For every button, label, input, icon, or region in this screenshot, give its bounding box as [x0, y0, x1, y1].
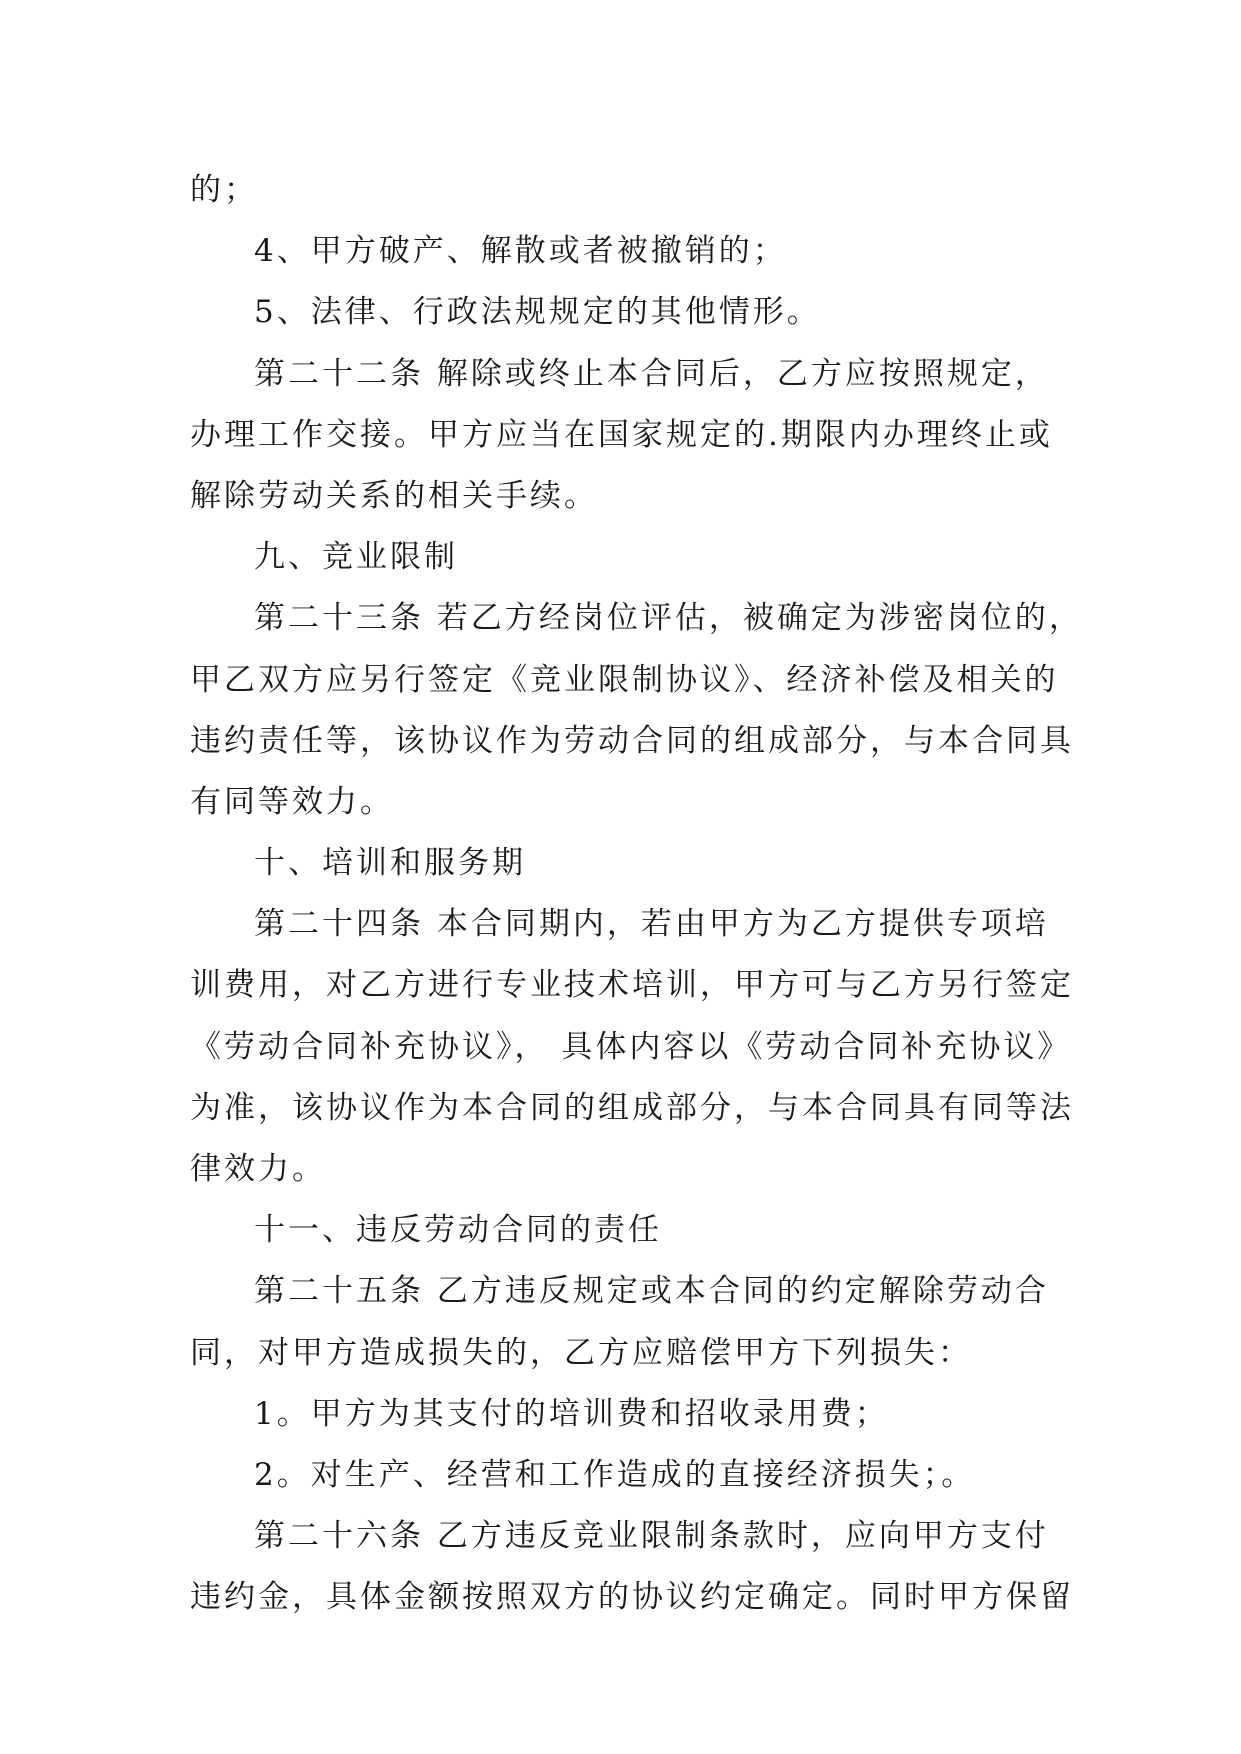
text-line: 第二十二条 解除或终止本合同后，乙方应按照规定， — [254, 355, 1049, 392]
text-line: 第二十六条 乙方违反竞业限制条款时，应向甲方支付 — [254, 1518, 1049, 1555]
text-line: 解除劳动关系的相关手续。 — [190, 477, 598, 514]
text-line: 律效力。 — [190, 1151, 326, 1187]
text-line: 十、培训和服务期 — [254, 845, 526, 882]
text-line: 同，对甲方造成损失的，乙方应赔偿甲方下列损失： — [190, 1334, 972, 1371]
text-line: 1。甲方为其支付的培训费和招收录用费； — [254, 1395, 889, 1432]
text-line: 有同等效力。 — [190, 783, 394, 820]
text-line: 5、法律、行政法规规定的其他情形。 — [254, 294, 821, 331]
text-line: 4、甲方破产、解散或者被撤销的； — [254, 233, 787, 270]
text-line: 2。对生产、经营和工作造成的直接经济损失；。 — [254, 1456, 976, 1493]
text-line: 第二十五条 乙方违反规定或本合同的约定解除劳动合 — [254, 1273, 1049, 1310]
text-line: 违约责任等，该协议作为劳动合同的组成部分，与本合同具 — [190, 722, 1074, 759]
text-line: 《劳动合同补充协议》， 具体内容以《劳动合同补充协议》 — [190, 1028, 1072, 1065]
text-line: 办理工作交接。甲方应当在国家规定的.期限内办理终止或 — [190, 416, 1053, 453]
text-line: 为准，该协议作为本合同的组成部分，与本合同具有同等法 — [190, 1089, 1074, 1126]
text-line: 的； — [190, 172, 258, 208]
text-line: 训费用，对乙方进行专业技术培训，甲方可与乙方另行签定 — [190, 967, 1074, 1004]
text-line: 九、竞业限制 — [254, 539, 458, 576]
text-line: 十一、违反劳动合同的责任 — [254, 1212, 662, 1249]
text-line: 第二十四条 本合同期内，若由甲方为乙方提供专项培 — [254, 906, 1049, 943]
text-line: 违约金，具体金额按照双方的协议约定确定。同时甲方保留 — [190, 1579, 1074, 1616]
text-line: 第二十三条 若乙方经岗位评估，被确定为涉密岗位的， — [254, 600, 1083, 637]
text-line: 甲乙双方应另行签定《竞业限制协议》、经济补偿及相关的 — [190, 661, 1059, 698]
document-body — [190, 160, 1083, 1629]
